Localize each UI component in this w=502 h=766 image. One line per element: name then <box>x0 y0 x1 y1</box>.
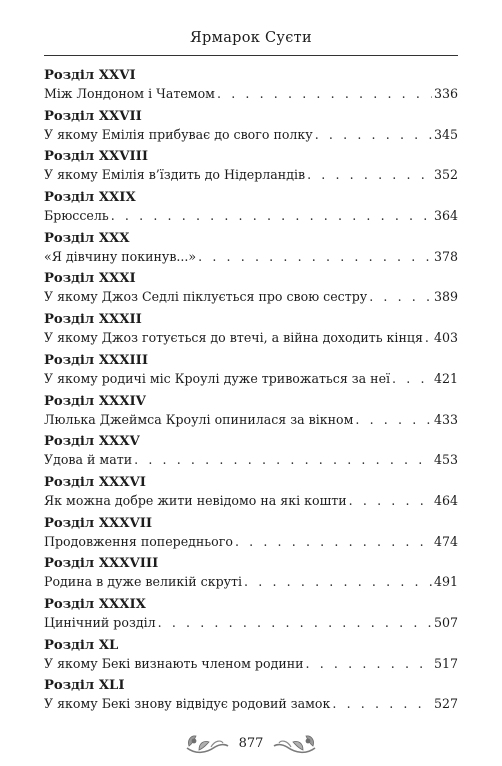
floral-ornament-icon <box>273 732 317 758</box>
chapter-title: У якому Емілія прибуває до свого полку <box>44 126 313 142</box>
page-number: 352 <box>433 167 458 183</box>
chapter-line <box>44 410 458 429</box>
toc-entry <box>44 433 458 474</box>
dot-leader <box>355 410 432 429</box>
toc-entry <box>44 474 458 515</box>
page-number: 507 <box>433 614 458 630</box>
chapter-line <box>44 694 458 713</box>
chapter-title: Між Лондоном і Чатемом <box>44 86 215 101</box>
chapter-heading: Розділ XXXI <box>44 271 136 287</box>
chapter-title: У якому Бекі визнають членом родини <box>44 655 304 671</box>
chapter-title: У якому Джоз Седлі піклується про свою сестру <box>44 289 368 305</box>
toc-entry <box>44 148 458 189</box>
page-number: 474 <box>433 533 458 549</box>
dot-leader <box>425 328 432 347</box>
chapter-line <box>44 84 458 103</box>
page-number: 364 <box>433 208 458 224</box>
toc-entry <box>44 67 458 108</box>
chapter-title: Як можна добре жити невідомо на які кошти <box>44 492 347 508</box>
chapter-line <box>44 369 458 388</box>
running-title: Ярмарок Суєти <box>190 30 312 46</box>
chapter-heading: Розділ XXVII <box>44 108 142 124</box>
dot-leader <box>369 287 432 306</box>
dot-leader <box>158 613 432 632</box>
chapter-heading: Розділ XXXV <box>44 434 140 450</box>
toc-entry <box>44 637 458 678</box>
page-number: 336 <box>433 86 458 101</box>
toc-entry <box>44 515 458 556</box>
table-of-contents <box>44 67 458 718</box>
header-rule <box>44 55 458 56</box>
chapter-heading: Розділ XXXVI <box>44 474 146 490</box>
dot-leader <box>307 165 432 184</box>
folio-number: 877 <box>238 736 264 751</box>
chapter-heading: Розділ XXXIII <box>44 352 149 368</box>
chapter-line <box>44 287 458 306</box>
page-footer <box>171 730 331 760</box>
chapter-title: «Я дівчину покинув...» <box>44 248 197 264</box>
dot-leader <box>244 572 432 591</box>
chapter-line <box>44 125 458 144</box>
chapter-title: Брюссель <box>44 208 109 224</box>
chapter-title: У якому родичі міс Кроулі дуже тривожаться за неї <box>44 370 391 386</box>
page-number: 491 <box>433 574 458 590</box>
dot-leader <box>306 654 432 673</box>
chapter-title: У якому Емілія в’їздить до Нідерландів <box>44 167 306 183</box>
dot-leader <box>111 206 432 225</box>
chapter-heading: Розділ XXXII <box>44 312 142 328</box>
dot-leader <box>349 491 432 510</box>
dot-leader <box>198 247 432 266</box>
chapter-heading: Розділ XXVI <box>44 68 136 83</box>
dot-leader <box>392 369 432 388</box>
chapter-heading: Розділ XXX <box>44 230 130 246</box>
toc-entry <box>44 311 458 352</box>
chapter-heading: Розділ XXXVII <box>44 515 153 531</box>
page-number: 421 <box>433 370 458 386</box>
toc-entry <box>44 230 458 271</box>
dot-leader <box>217 84 432 103</box>
page-number: 389 <box>433 289 458 305</box>
page-number: 517 <box>433 655 458 671</box>
page-number: 453 <box>433 452 458 468</box>
page-number: 345 <box>433 126 458 142</box>
dot-leader <box>235 532 432 551</box>
chapter-heading: Розділ XXXVIII <box>44 556 159 572</box>
chapter-title: Родина в дуже великій скруті <box>44 574 243 590</box>
toc-entry <box>44 677 458 718</box>
chapter-heading: Розділ XXXIX <box>44 596 146 612</box>
chapter-line <box>44 654 458 673</box>
chapter-line <box>44 572 458 591</box>
chapter-heading: Розділ XLI <box>44 678 125 694</box>
toc-entry <box>44 596 458 637</box>
chapter-title: Удова й мати <box>44 452 133 468</box>
page-number: 464 <box>433 492 458 508</box>
chapter-title: Продовження попереднього <box>44 533 233 549</box>
page-number: 403 <box>433 330 458 346</box>
toc-entry <box>44 108 458 149</box>
chapter-title: У якому Джоз готується до втечі, а війна доходить кінця <box>44 330 423 346</box>
chapter-line <box>44 613 458 632</box>
toc-entry <box>44 555 458 596</box>
toc-entry <box>44 352 458 393</box>
chapter-heading: Розділ XXIX <box>44 190 136 206</box>
toc-entry <box>44 270 458 311</box>
page-number: 433 <box>433 411 458 427</box>
page-number: 527 <box>433 696 458 712</box>
chapter-heading: Розділ XXXIV <box>44 393 146 409</box>
page-number: 378 <box>433 248 458 264</box>
dot-leader <box>315 125 432 144</box>
chapter-title: У якому Бекі знову відвідує родовий замок <box>44 696 331 712</box>
chapter-line <box>44 491 458 510</box>
chapter-line <box>44 450 458 469</box>
chapter-line <box>44 165 458 184</box>
toc-entry <box>44 189 458 230</box>
chapter-line <box>44 328 458 347</box>
dot-leader <box>134 450 432 469</box>
chapter-line <box>44 206 458 225</box>
chapter-heading: Розділ XXVIII <box>44 149 149 165</box>
dot-leader <box>332 694 432 713</box>
chapter-title: Цинічний розділ <box>44 614 156 630</box>
toc-entry <box>44 393 458 434</box>
chapter-line <box>44 247 458 266</box>
chapter-heading: Розділ XL <box>44 637 119 653</box>
chapter-title: Люлька Джеймса Кроулі опинилася за вікном <box>44 411 354 427</box>
chapter-line <box>44 532 458 551</box>
